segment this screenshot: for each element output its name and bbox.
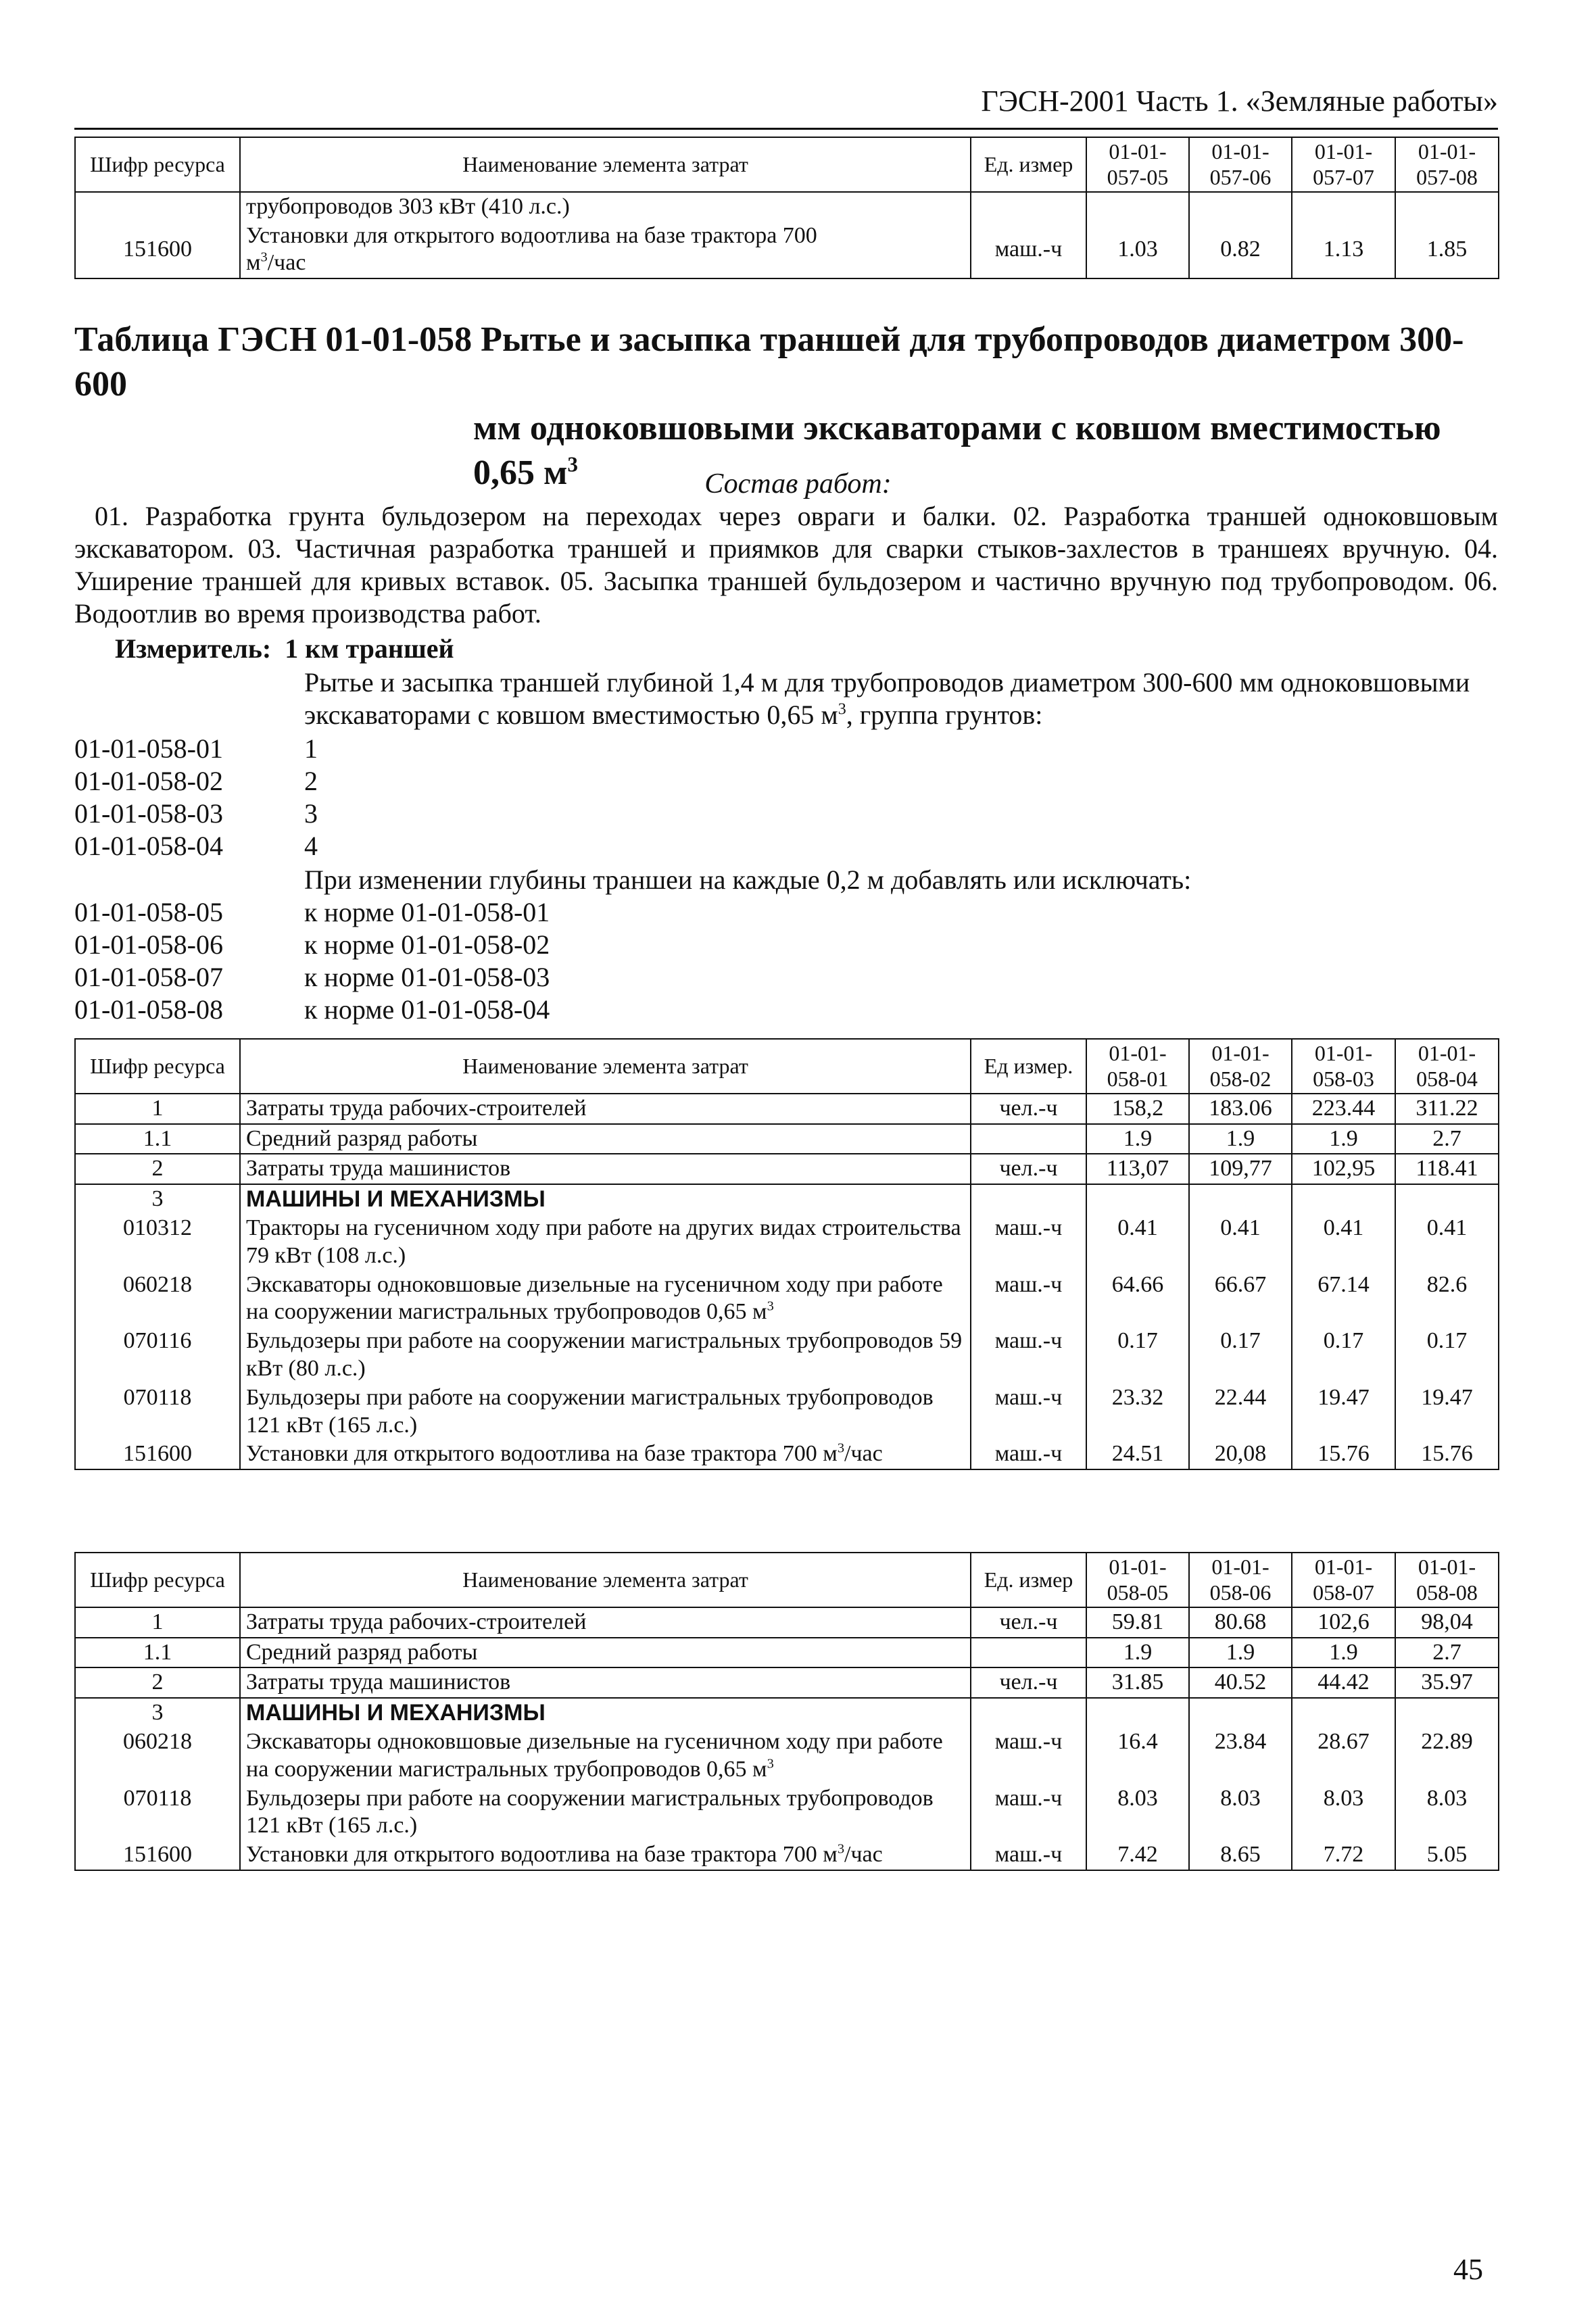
col-norm: 01-01- 058-05 bbox=[1086, 1553, 1189, 1607]
col-norm: 01-01- 057-06 bbox=[1189, 137, 1292, 192]
col-norm: 01-01- 057-08 bbox=[1395, 137, 1499, 192]
table-row: 1.1 Средний разряд работы 1.9 1.9 1.9 2.7 bbox=[75, 1638, 1499, 1668]
table-continuation bbox=[74, 137, 1499, 279]
table-row: 3 МАШИНЫ И МЕХАНИЗМЫ bbox=[75, 1184, 1499, 1214]
measure-line: Измеритель: 1 км траншей bbox=[115, 633, 454, 664]
table-title: Таблица ГЭСН 01-01-058 Рытье и засыпка траншей для трубопроводов диаметром 300-600 мм одноковшовыми экскаваторами с ковшом вместимостью 0,65 $м^3$ bbox=[74, 320, 1464, 492]
depth-note: При изменении глубины траншеи на каждые 0,2 м добавлять или исключать: bbox=[304, 864, 1192, 895]
page-number: 45 bbox=[1453, 2253, 1483, 2286]
col-unit: Ед измер. bbox=[971, 1039, 1086, 1094]
adjustments-list bbox=[74, 896, 550, 1026]
table-row: 2 Затраты труда машинистов чел.-ч 31.85 40.52 44.42 35.97 bbox=[75, 1667, 1499, 1698]
col-unit: Ед. измер bbox=[971, 1553, 1086, 1607]
table-row: 060218 Экскаваторы одноковшовые дизельные на гусеничном ходу при работе на сооружении магистральных трубопроводов 0,65 $м^3$ маш.-ч 64.66 66.67 67.14 82.6 bbox=[75, 1271, 1499, 1327]
list-item: 01-01-058-08 к норме 01-01-058-04 bbox=[74, 994, 550, 1025]
col-norm: 01-01- 058-02 bbox=[1189, 1039, 1292, 1094]
table-row: 1 Затраты труда рабочих-строителей чел.-ч 59.81 80.68 102,6 98,04 bbox=[75, 1607, 1499, 1638]
list-item: 01-01-058-01 1 bbox=[74, 733, 318, 764]
table-header-row bbox=[75, 1039, 1499, 1094]
table-header-row bbox=[75, 1553, 1499, 1607]
table-norms-05-08 bbox=[74, 1552, 1499, 1871]
col-code: Шифр ресурса bbox=[75, 1553, 240, 1607]
col-code: Шифр ресурса bbox=[75, 1039, 240, 1094]
table-row: 2 Затраты труда машинистов чел.-ч 113,07 109,77 102,95 118.41 bbox=[75, 1154, 1499, 1184]
table-norms-01-04 bbox=[74, 1038, 1499, 1470]
col-code: Шифр ресурса bbox=[75, 137, 240, 192]
table-row: 1.1 Средний разряд работы 1.9 1.9 1.9 2.7 bbox=[75, 1124, 1499, 1154]
table-row: 070118 Бульдозеры при работе на сооружении магистральных трубопроводов 121 кВт (165 л.с.) маш.-ч 23.32 22.44 19.47 19.47 bbox=[75, 1384, 1499, 1440]
table-header-row bbox=[75, 137, 1499, 192]
col-unit: Ед. измер bbox=[971, 137, 1086, 192]
table-row: 070118 Бульдозеры при работе на сооружении магистральных трубопроводов 121 кВт (165 л.с.) маш.-ч 8.03 8.03 8.03 8.03 bbox=[75, 1784, 1499, 1841]
table-row: 070116 Бульдозеры при работе на сооружении магистральных трубопроводов 59 кВт (80 л.с.) маш.-ч 0.17 0.17 0.17 0.17 bbox=[75, 1327, 1499, 1384]
table-row: 060218 Экскаваторы одноковшовые дизельные на гусеничном ходу при работе на сооружении магистральных трубопроводов 0,65 $м^3$ маш.-ч 16.4 23.84 28.67 22.89 bbox=[75, 1728, 1499, 1784]
col-norm: 01-01- 058-08 bbox=[1395, 1553, 1499, 1607]
col-name: Наименование элемента затрат bbox=[240, 137, 971, 192]
col-name: Наименование элемента затрат bbox=[240, 1039, 971, 1094]
list-item: 01-01-058-04 4 bbox=[74, 831, 318, 861]
col-norm: 01-01- 058-07 bbox=[1292, 1553, 1395, 1607]
list-item: 01-01-058-05 к норме 01-01-058-01 bbox=[74, 897, 550, 927]
composition-heading: Состав работ: bbox=[704, 468, 892, 499]
col-norm: 01-01- 058-04 bbox=[1395, 1039, 1499, 1094]
work-description: Рытье и засыпка траншей глубиной 1,4 м для трубопроводов диаметром 300-600 мм одноковшовыми экскаваторами с ковшом вместимостью 0,65 $м^3$, группа грунтов: bbox=[304, 667, 1470, 730]
col-norm: 01-01- 058-03 bbox=[1292, 1039, 1395, 1094]
table-row: 010312 Тракторы на гусеничном ходу при работе на других видах строительства 79 кВт (108 л.с.) маш.-ч 0.41 0.41 0.41 0.41 bbox=[75, 1214, 1499, 1271]
col-norm: 01-01- 058-01 bbox=[1086, 1039, 1189, 1094]
table-row: 3 МАШИНЫ И МЕХАНИЗМЫ bbox=[75, 1698, 1499, 1728]
running-header: ГЭСН-2001 Часть 1. «Земляные работы» bbox=[74, 84, 1498, 130]
groups-list bbox=[74, 733, 318, 862]
table-row: 151600 Установки для открытого водоотлива на базе трактора 700 $м^3$/час маш.-ч 24.51 20,08 15.76 15.76 bbox=[75, 1440, 1499, 1469]
list-item: 01-01-058-06 к норме 01-01-058-02 bbox=[74, 929, 550, 960]
table-row: 151600 Установки для открытого водоотлива на базе трактора 700 $м^3$/час маш.-ч 1.03 0.82 1.13 1.85 bbox=[75, 222, 1499, 279]
list-item: 01-01-058-03 3 bbox=[74, 798, 318, 829]
table-row: трубопроводов 303 кВт (410 л.с.) bbox=[75, 192, 1499, 222]
col-norm: 01-01- 057-05 bbox=[1086, 137, 1189, 192]
col-name: Наименование элемента затрат bbox=[240, 1553, 971, 1607]
list-item: 01-01-058-07 к норме 01-01-058-03 bbox=[74, 962, 550, 992]
table-row: 151600 Установки для открытого водоотлива на базе трактора 700 $м^3$/час маш.-ч 7.42 8.65 7.72 5.05 bbox=[75, 1841, 1499, 1870]
col-norm: 01-01- 058-06 bbox=[1189, 1553, 1292, 1607]
table-row: 1 Затраты труда рабочих-строителей чел.-ч 158,2 183.06 223.44 311.22 bbox=[75, 1094, 1499, 1124]
col-norm: 01-01- 057-07 bbox=[1292, 137, 1395, 192]
composition-text: 01. Разработка грунта бульдозером на переходах через овраги и балки. 02. Разработка траншей одноковшовым экскаватором. 03. Частичная разработка траншей и приямков для сварки стыков-захлестов в траншеях вручную. 04. Уширение траншей для кривых вставок. 05. Засыпка траншей бульдозером и частично вручную под трубопроводом. 06. Водоотлив во время производства работ. bbox=[74, 501, 1498, 629]
list-item: 01-01-058-02 2 bbox=[74, 766, 318, 796]
